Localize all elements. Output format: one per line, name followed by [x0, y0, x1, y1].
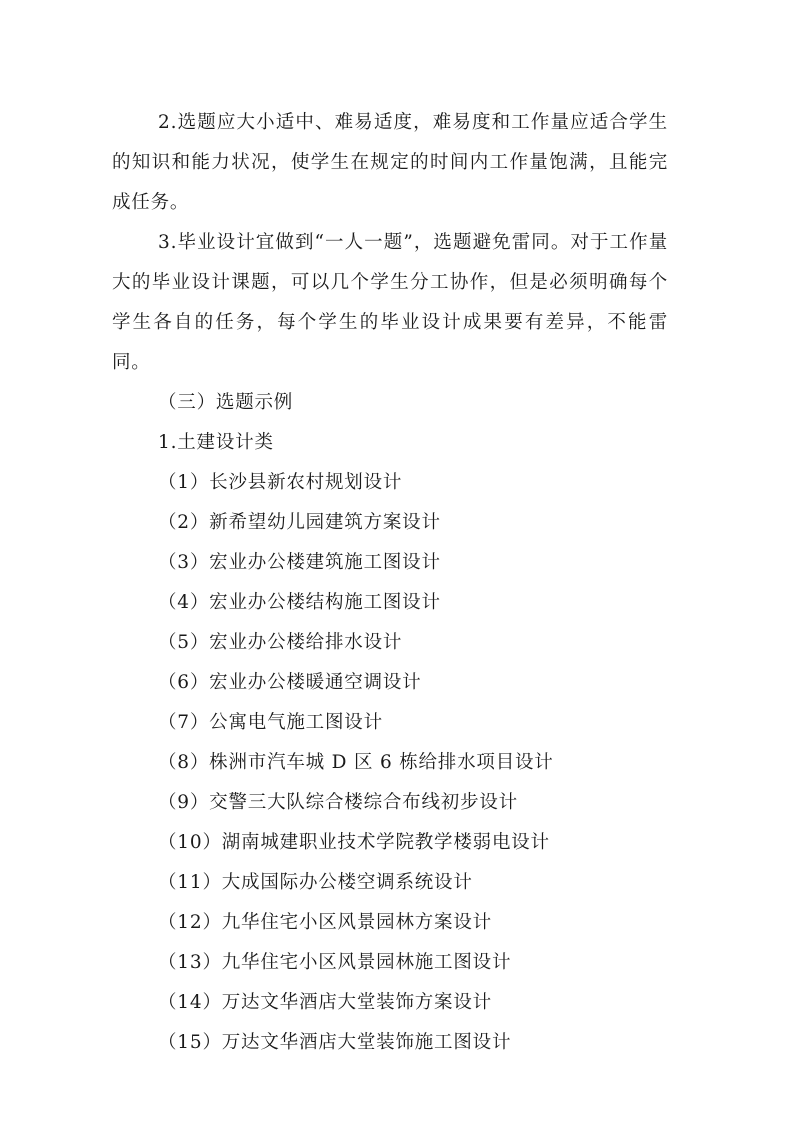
- document-body: [112, 103, 668, 1063]
- list-item: （6）宏业办公楼暖通空调设计: [158, 672, 422, 693]
- list-item: （7）公寓电气施工图设计: [158, 712, 383, 733]
- list-item: （8）株洲市汽车城 D 区 6 栋给排水项目设计: [158, 752, 554, 773]
- list-item: （3）宏业办公楼建筑施工图设计: [158, 552, 441, 573]
- section-heading: （三）选题示例: [158, 392, 294, 413]
- paragraph-topic-size: 2.选题应大小适中、难易适度，难易度和工作量应适合学生的知识和能力状况，使学生在规定的时间内工作量饱满，且能完成任务。: [112, 112, 668, 213]
- list-item: （11）大成国际办公楼空调系统设计: [158, 872, 473, 893]
- topic-list: [112, 463, 668, 1063]
- list-item: （14）万达文华酒店大堂装饰方案设计: [158, 992, 492, 1013]
- paragraph-one-person-one-topic: 3.毕业设计宜做到“一人一题”，选题避免雷同。对于工作量大的毕业设计课题，可以几个学生分工协作，但是必须明确每个学生各自的任务，每个学生的毕业设计成果要有差异，不能雷同。: [112, 232, 668, 373]
- list-item: （2）新希望幼儿园建筑方案设计: [158, 512, 441, 533]
- list-item: （4）宏业办公楼结构施工图设计: [158, 592, 441, 613]
- list-item: （15）万达文华酒店大堂装饰施工图设计: [158, 1032, 512, 1053]
- list-item: （13）九华住宅小区风景园林施工图设计: [158, 952, 512, 973]
- list-item: （9）交警三大队综合楼综合布线初步设计: [158, 792, 518, 813]
- list-item: （12）九华住宅小区风景园林方案设计: [158, 912, 492, 933]
- list-item: （5）宏业办公楼给排水设计: [158, 632, 403, 653]
- list-item: （10）湖南城建职业技术学院教学楼弱电设计: [158, 832, 550, 853]
- list-item: （1）长沙县新农村规划设计: [158, 472, 403, 493]
- sub-heading: 1.土建设计类: [158, 432, 274, 453]
